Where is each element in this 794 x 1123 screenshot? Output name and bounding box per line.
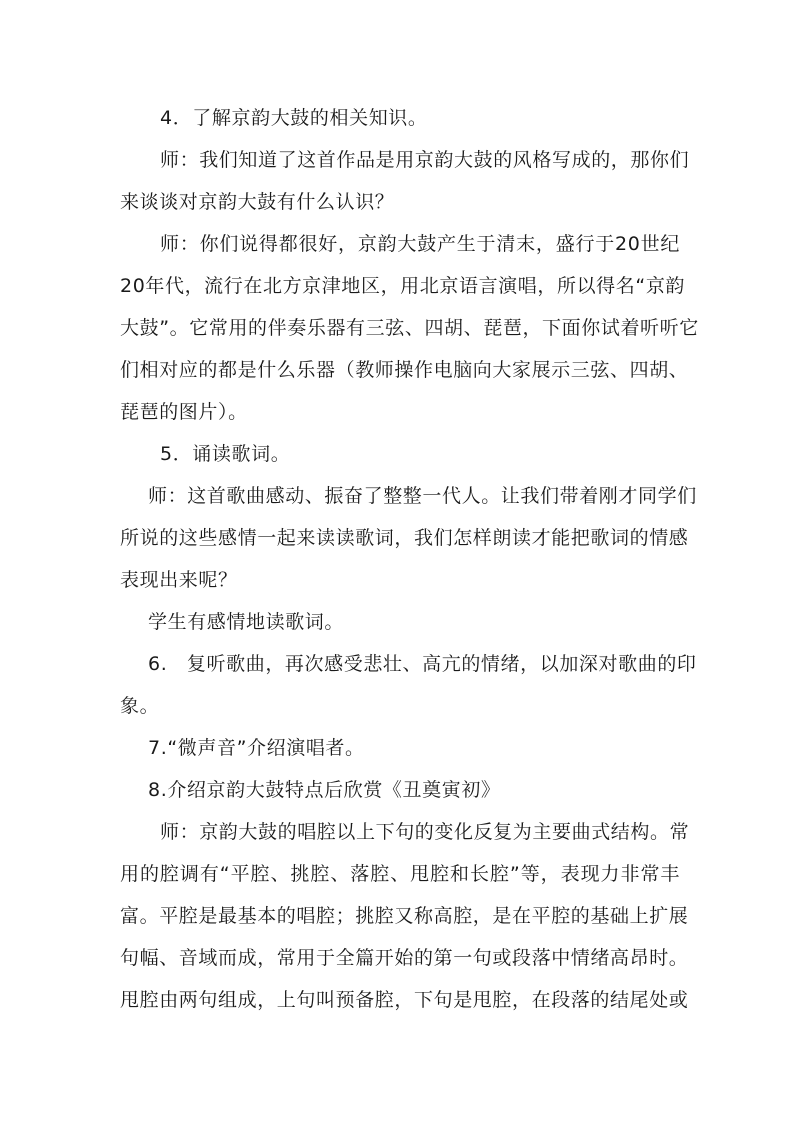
paragraph-line: 20年代，流行在北方京津地区，用北京语言演唱，所以得名“京韵 — [120, 275, 686, 297]
paragraph-line: 师：我们知道了这首作品是用京韵大鼓的风格写成的，那你们 — [160, 149, 690, 171]
paragraph-line: 象。 — [120, 695, 160, 717]
paragraph-line: 富。平腔是最基本的唱腔；挑腔又称高腔，是在平腔的基础上扩展 — [120, 905, 689, 927]
paragraph-line: 表现出来呢？ — [120, 569, 238, 591]
paragraph-line: 大鼓”。它常用的伴奏乐器有三弦、四胡、琵琶，下面你试着听听它 — [120, 317, 699, 339]
paragraph-line: 用的腔调有“平腔、挑腔、落腔、甩腔和长腔”等，表现力非常丰 — [120, 863, 680, 885]
paragraph-line: 们相对应的都是什么乐器（教师操作电脑向大家展示三弦、四胡、 — [120, 359, 689, 381]
paragraph-line: 学生有感情地读歌词。 — [148, 611, 345, 633]
heading-item-7: 7.“微声音”介绍演唱者。 — [148, 737, 365, 759]
paragraph-line: 所说的这些感情一起来读读歌词，我们怎样朗读才能把歌词的情感 — [120, 527, 689, 549]
paragraph-line: 师：你们说得都很好，京韵大鼓产生于清末，盛行于20世纪 — [160, 233, 680, 255]
heading-item-4: 4．了解京韵大鼓的相关知识。 — [160, 107, 428, 129]
paragraph-line: 师：这首歌曲感动、振奋了整整一代人。让我们带着刚才同学们 — [148, 485, 697, 507]
paragraph-line: 师：京韵大鼓的唱腔以上下句的变化反复为主要曲式结构。常 — [160, 821, 690, 843]
heading-item-5: 5．诵读歌词。 — [160, 443, 291, 465]
paragraph-line: 琵琶的图片）。 — [120, 401, 248, 423]
heading-item-6: 6. 复听歌曲，再次感受悲壮、高亢的情绪，以加深对歌曲的印 — [148, 653, 697, 675]
paragraph-line: 来谈谈对京韵大鼓有什么认识？ — [120, 191, 395, 213]
paragraph-line: 甩腔由两句组成，上句叫预备腔，下句是甩腔，在段落的结尾处或 — [120, 989, 689, 1011]
paragraph-line: 句幅、音域而成，常用于全篇开始的第一句或段落中情绪高昂时。 — [120, 947, 689, 969]
heading-item-8: 8.介绍京韵大鼓特点后欣赏《丑奠寅初》 — [148, 779, 501, 801]
